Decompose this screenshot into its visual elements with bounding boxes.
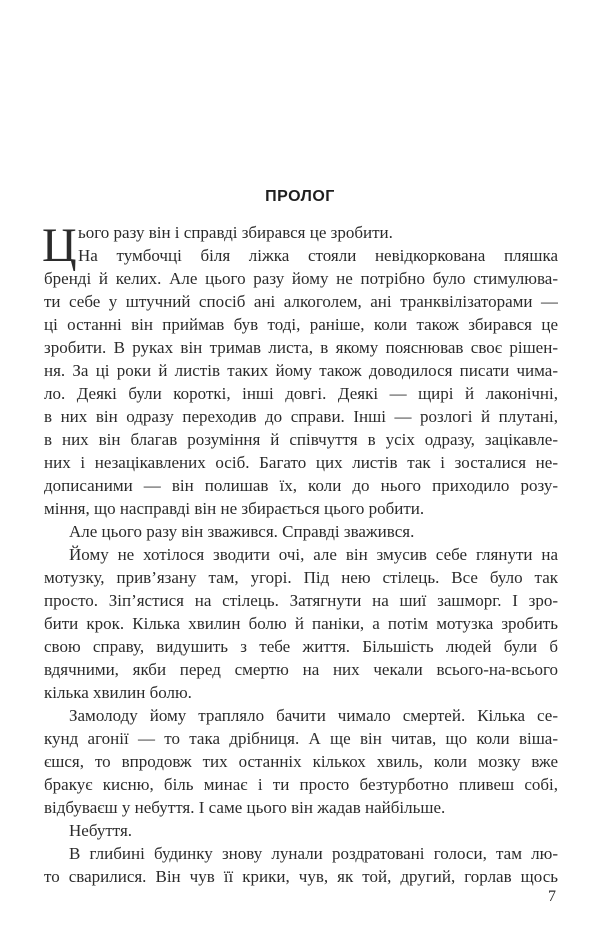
text-line: Небуття. bbox=[69, 821, 133, 840]
text-line: Замолоду йому траплялo бачити чимало смертей. Кілька се- bbox=[69, 706, 558, 725]
body-text bbox=[44, 221, 558, 888]
drop-cap: Ц bbox=[42, 219, 77, 272]
text-line: бити крок. Кілька хвилин болю й паніки, а потім мотузка зробить bbox=[44, 614, 558, 633]
text-line: бракує кисню, біль минає і ти просто безтурботно пливеш собі, bbox=[44, 775, 558, 794]
text-line: бренді й келих. Але цього разу йому не потрібно було стимулюва- bbox=[44, 269, 558, 288]
text-line: На тумбочці біля ліжка стояли невідкоркована пляшка bbox=[78, 246, 558, 265]
first-paragraph bbox=[42, 219, 558, 272]
text-line: них і незацікавлених осіб. Багато цих листів так і зосталися не- bbox=[44, 453, 558, 472]
text-line: в них він благав розуміння й співчуття в усіх одразу, зацікавле- bbox=[44, 430, 558, 449]
text-line: єшся, то впродовж тих останніх кількох хвиль, коли мозку вже bbox=[44, 752, 558, 771]
text-line: вдячними, якби перед смертю на них чекали всього-на-всього bbox=[44, 660, 558, 679]
text-line: кунд агонії — то така дрібниця. А ще він читав, що коли віша- bbox=[44, 729, 558, 748]
page-number: 7 bbox=[548, 888, 556, 905]
text-line: ня. За ці роки й листів таких йому також доводилося писати чима- bbox=[44, 361, 558, 380]
chapter-title: ПРОЛОГ bbox=[265, 188, 335, 205]
text-line: дописаними — він полишав їх, коли до нього приходило розу- bbox=[44, 476, 558, 495]
text-line: свою справу, видушить з тебе життя. Більшість людей були б bbox=[44, 637, 558, 656]
text-line: відбуваєш у небуття. І саме цього він жадав найбільше. bbox=[44, 798, 446, 817]
text-line: ього разу він і справді збирався це зробити. bbox=[78, 223, 393, 242]
text-line: Йому не хотілося зводити очі, але він змусив себе глянути на bbox=[69, 545, 558, 564]
text-line: ці останні він приймав був тоді, раніше, коли також збирався це bbox=[44, 315, 558, 334]
text-line: то сварилися. Він чув її крики, чув, як той, другий, горлав щось bbox=[44, 867, 558, 886]
text-line: ло. Деякі були короткі, інші довгі. Деякі — щирі й лаконічні, bbox=[44, 384, 558, 403]
text-line: мотузку, прив’язану там, угорі. Під нею стілець. Все було так bbox=[44, 568, 558, 587]
text-line: ти себе у штучний спосіб ані алкоголем, ані транквілізаторами — bbox=[44, 292, 558, 311]
text-line: В глибині будинку знову лунали роздратовані голоси, там лю- bbox=[69, 844, 558, 863]
text-line: в них він одразу переходив до справи. Інші — розлогі й плутані, bbox=[44, 407, 558, 426]
text-line: просто. Зіп’ястися на стілець. Затягнути на шиї зашморг. І зро- bbox=[44, 591, 558, 610]
text-line: зробити. В руках він тримав листа, в якому пояснював своє рішен- bbox=[44, 338, 558, 357]
text-line: міння, що насправді він не збирається цього робити. bbox=[44, 499, 425, 518]
text-line: Але цього разу він зважився. Справді зважився. bbox=[69, 522, 415, 541]
text-line: кілька хвилин болю. bbox=[44, 683, 192, 702]
